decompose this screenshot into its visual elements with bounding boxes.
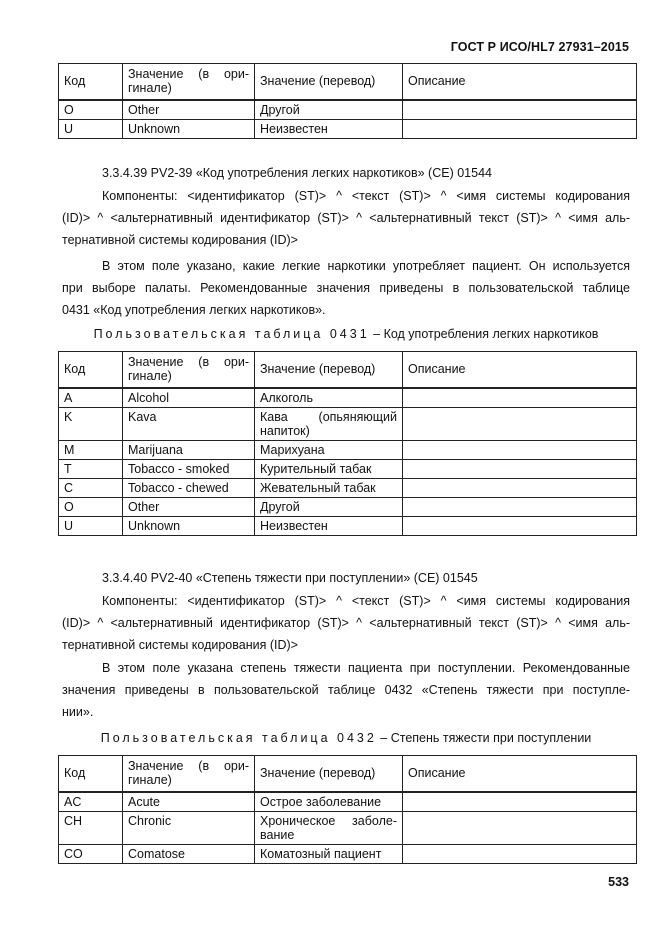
cell-code: U	[59, 516, 123, 535]
section-39-description: В этом поле указано, какие легкие наркотики употребляет пациент. Он используется при выборе палаты. Рекомендованные значения приведены в пользовательской таблице 0431 «Код употребления легких наркотиков».	[62, 259, 630, 317]
cell-orig: Alcohol	[123, 388, 255, 408]
cell-orig: Unknown	[123, 516, 255, 535]
cell-desc	[403, 100, 637, 120]
cell-desc	[403, 119, 637, 138]
col-header-trans: Значение (перевод)	[255, 756, 403, 792]
cell-trans: Марихуана	[255, 440, 403, 459]
cell-trans: Другой	[255, 497, 403, 516]
table-row	[59, 478, 637, 497]
table-row	[59, 516, 637, 535]
table-header-row	[59, 352, 637, 388]
cell-desc	[403, 792, 637, 812]
document-header: ГОСТ Р ИСО/HL7 27931–2015	[450, 40, 629, 54]
section-40-title: 3.3.4.40 PV2-40 «Степень тяжести при поступлении» (CE) 01545	[102, 571, 478, 585]
cell-desc	[403, 478, 637, 497]
table-0432	[58, 755, 637, 864]
cell-code: U	[59, 119, 123, 138]
table-0431-caption: Пользовательская таблица 0431 – Код употребления легких наркотиков	[93, 327, 599, 341]
section-39-components: Компоненты: <идентификатор (ST)> ^ <текст (ST)> ^ <имя системы кодирования (ID)> ^ <альтернативный идентификатор (ST)> ^ <альтернативный текст (ST)> ^ <имя аль- тернативной системы кодирования (ID)>	[62, 189, 630, 247]
col-header-desc: Описание	[403, 756, 637, 792]
table-header-row	[59, 756, 637, 792]
table-row	[59, 459, 637, 478]
cell-trans: Неизвестен	[255, 516, 403, 535]
cell-trans: Курительный табак	[255, 459, 403, 478]
col-header-code: Код	[59, 64, 123, 100]
cell-desc	[403, 459, 637, 478]
cell-trans: Хроническое заболе- вание	[255, 811, 403, 844]
table-row	[59, 844, 637, 863]
cell-trans: Кава (опьяняющий напиток)	[255, 407, 403, 440]
cell-desc	[403, 388, 637, 408]
col-header-orig: Значение (в ори- гинале)	[123, 756, 255, 792]
cell-orig: Tobacco - chewed	[123, 478, 255, 497]
cell-desc	[403, 844, 637, 863]
cell-desc	[403, 440, 637, 459]
table-row	[59, 407, 637, 440]
cell-orig: Marijuana	[123, 440, 255, 459]
cell-code: M	[59, 440, 123, 459]
cell-code: CH	[59, 811, 123, 844]
cell-trans: Острое заболевание	[255, 792, 403, 812]
table-0431	[58, 351, 637, 536]
table-0432-caption: Пользовательская таблица 0432 – Степень тяжести при поступлении	[100, 731, 592, 745]
cell-code: C	[59, 478, 123, 497]
cell-orig: Acute	[123, 792, 255, 812]
cell-orig: Other	[123, 100, 255, 120]
table-row	[59, 100, 637, 120]
cell-orig: Comatose	[123, 844, 255, 863]
table-row	[59, 792, 637, 812]
table-row	[59, 440, 637, 459]
table-row	[59, 497, 637, 516]
col-header-code: Код	[59, 352, 123, 388]
cell-trans: Неизвестен	[255, 119, 403, 138]
cell-code: A	[59, 388, 123, 408]
section-40-components: Компоненты: <идентификатор (ST)> ^ <текст (ST)> ^ <имя системы кодирования (ID)> ^ <альтернативный идентификатор (ST)> ^ <альтернативный текст (ST)> ^ <имя аль- тернативной системы кодирования (ID)>	[62, 594, 630, 652]
cell-code: O	[59, 497, 123, 516]
page-number: 533	[608, 875, 629, 889]
cell-orig: Unknown	[123, 119, 255, 138]
table-continuation	[58, 63, 637, 139]
col-header-trans: Значение (перевод)	[255, 64, 403, 100]
col-header-orig: Значение (в ори- гинале)	[123, 352, 255, 388]
cell-trans: Другой	[255, 100, 403, 120]
cell-desc	[403, 516, 637, 535]
cell-trans: Жевательный табак	[255, 478, 403, 497]
cell-desc	[403, 811, 637, 844]
section-39-title: 3.3.4.39 PV2-39 «Код употребления легких наркотиков» (CE) 01544	[102, 166, 492, 180]
cell-code: T	[59, 459, 123, 478]
cell-desc	[403, 407, 637, 440]
cell-desc	[403, 497, 637, 516]
col-header-desc: Описание	[403, 352, 637, 388]
table-header-row	[59, 64, 637, 100]
cell-code: K	[59, 407, 123, 440]
cell-code: O	[59, 100, 123, 120]
cell-orig: Tobacco - smoked	[123, 459, 255, 478]
cell-trans: Коматозный пациент	[255, 844, 403, 863]
cell-trans: Алкоголь	[255, 388, 403, 408]
col-header-desc: Описание	[403, 64, 637, 100]
col-header-trans: Значение (перевод)	[255, 352, 403, 388]
col-header-code: Код	[59, 756, 123, 792]
cell-code: CO	[59, 844, 123, 863]
cell-code: AC	[59, 792, 123, 812]
table-row	[59, 811, 637, 844]
col-header-orig: Значение (в ори- гинале)	[123, 64, 255, 100]
section-40-description: В этом поле указана степень тяжести пациента при поступлении. Рекомендованные значения приведены в пользовательской таблице 0432 «Степень тяжести при поступле- нии».	[62, 661, 630, 719]
table-row	[59, 388, 637, 408]
cell-orig: Kava	[123, 407, 255, 440]
table-row	[59, 119, 637, 138]
cell-orig: Chronic	[123, 811, 255, 844]
cell-orig: Other	[123, 497, 255, 516]
